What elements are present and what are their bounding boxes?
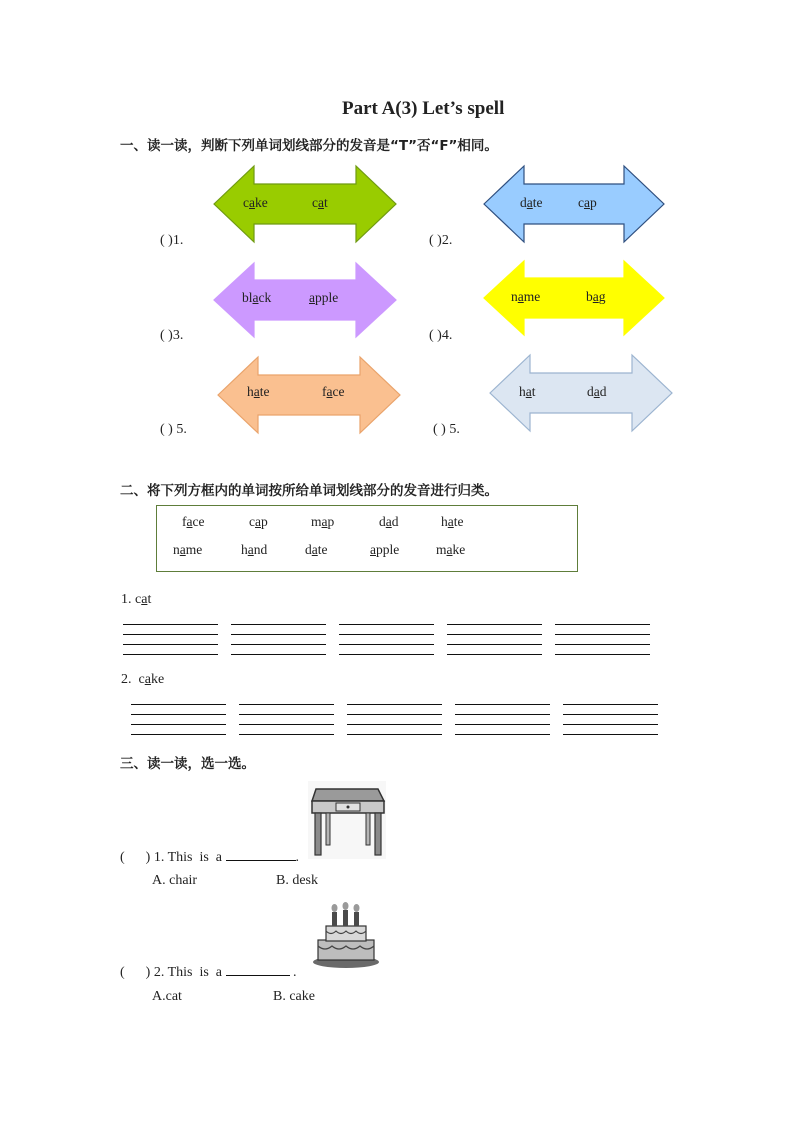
word-box-item: cap [249,514,268,529]
section1-heading: 一、读一读，判断下列单词划线部分的发音是“T”否“F”相同。 [120,138,498,154]
double-arrow-1 [214,165,396,243]
category-label-cat: 1. cat [121,592,152,607]
answer-paren-3[interactable]: ( )3. [160,328,184,343]
writing-line-set[interactable] [555,624,650,656]
arrow-shape-5 [218,357,400,433]
option-2a[interactable]: A.cat [152,989,182,1004]
writing-line-set[interactable] [347,704,442,736]
desk-picture [308,781,386,859]
arrow-word-2a: date [520,195,543,210]
arrow-word-3a: black [242,290,272,305]
answer-paren-2[interactable]: ( )2. [429,233,453,248]
writing-line-set[interactable] [455,704,550,736]
section2-heading: 二、将下列方框内的单词按所给单词划线部分的发音进行归类。 [120,483,498,499]
arrow-word-5b: face [322,384,345,399]
writing-line-set[interactable] [563,704,658,736]
arrow-word-1a: cake [243,195,268,210]
arrow-word-6b: dad [587,384,607,399]
answer-blank-2[interactable] [226,961,290,976]
writing-line-set[interactable] [339,624,434,656]
double-arrow-5 [218,356,400,434]
word-box-item: dad [379,514,399,529]
word-box [156,505,578,572]
writing-line-set[interactable] [239,704,334,736]
writing-line-set[interactable] [447,624,542,656]
answer-blank-1[interactable] [226,846,296,861]
arrow-word-2b: cap [578,195,597,210]
word-box-item: date [305,542,328,557]
arrow-word-4b: bag [586,289,606,304]
answer-paren-4[interactable]: ( )4. [429,328,453,343]
answer-paren-5[interactable]: ( ) 5. [160,422,187,437]
word-box-item: hand [241,542,268,557]
writing-line-set[interactable] [123,624,218,656]
arrow-word-1b: cat [312,195,328,210]
answer-paren-6[interactable]: ( ) 5. [433,422,460,437]
answer-paren-1[interactable]: ( )1. [160,233,184,248]
cake-picture [310,902,382,970]
writing-line-set[interactable] [231,624,326,656]
arrow-word-4a: name [511,289,541,304]
arrow-shape-2 [484,166,664,242]
page-title: Part A(3) Let’s spell [342,98,505,119]
word-box-item: name [173,542,203,557]
double-arrow-6 [490,354,672,432]
arrow-shape-1 [214,166,396,242]
word-box-item: make [436,542,466,557]
section3-heading: 三、读一读，选一选。 [120,756,255,772]
option-1b[interactable]: B. desk [276,873,318,888]
arrow-shape-6 [490,355,672,431]
arrow-word-3b: apple [309,290,339,305]
writing-line-set[interactable] [131,704,226,736]
option-1a[interactable]: A. chair [152,873,198,888]
word-box-item: face [182,514,205,529]
question-2: ( ) 2. This is a . [120,961,297,981]
word-box-item: apple [370,542,400,557]
category-label-cake: 2. cake [121,672,165,687]
arrow-word-6a: hat [519,384,536,399]
double-arrow-2 [484,165,664,243]
question-1: ( ) 1. This is a . [120,846,299,866]
option-2b[interactable]: B. cake [273,989,315,1004]
arrow-word-5a: hate [247,384,270,399]
word-box-item: hate [441,514,464,529]
word-box-item: map [311,514,335,529]
